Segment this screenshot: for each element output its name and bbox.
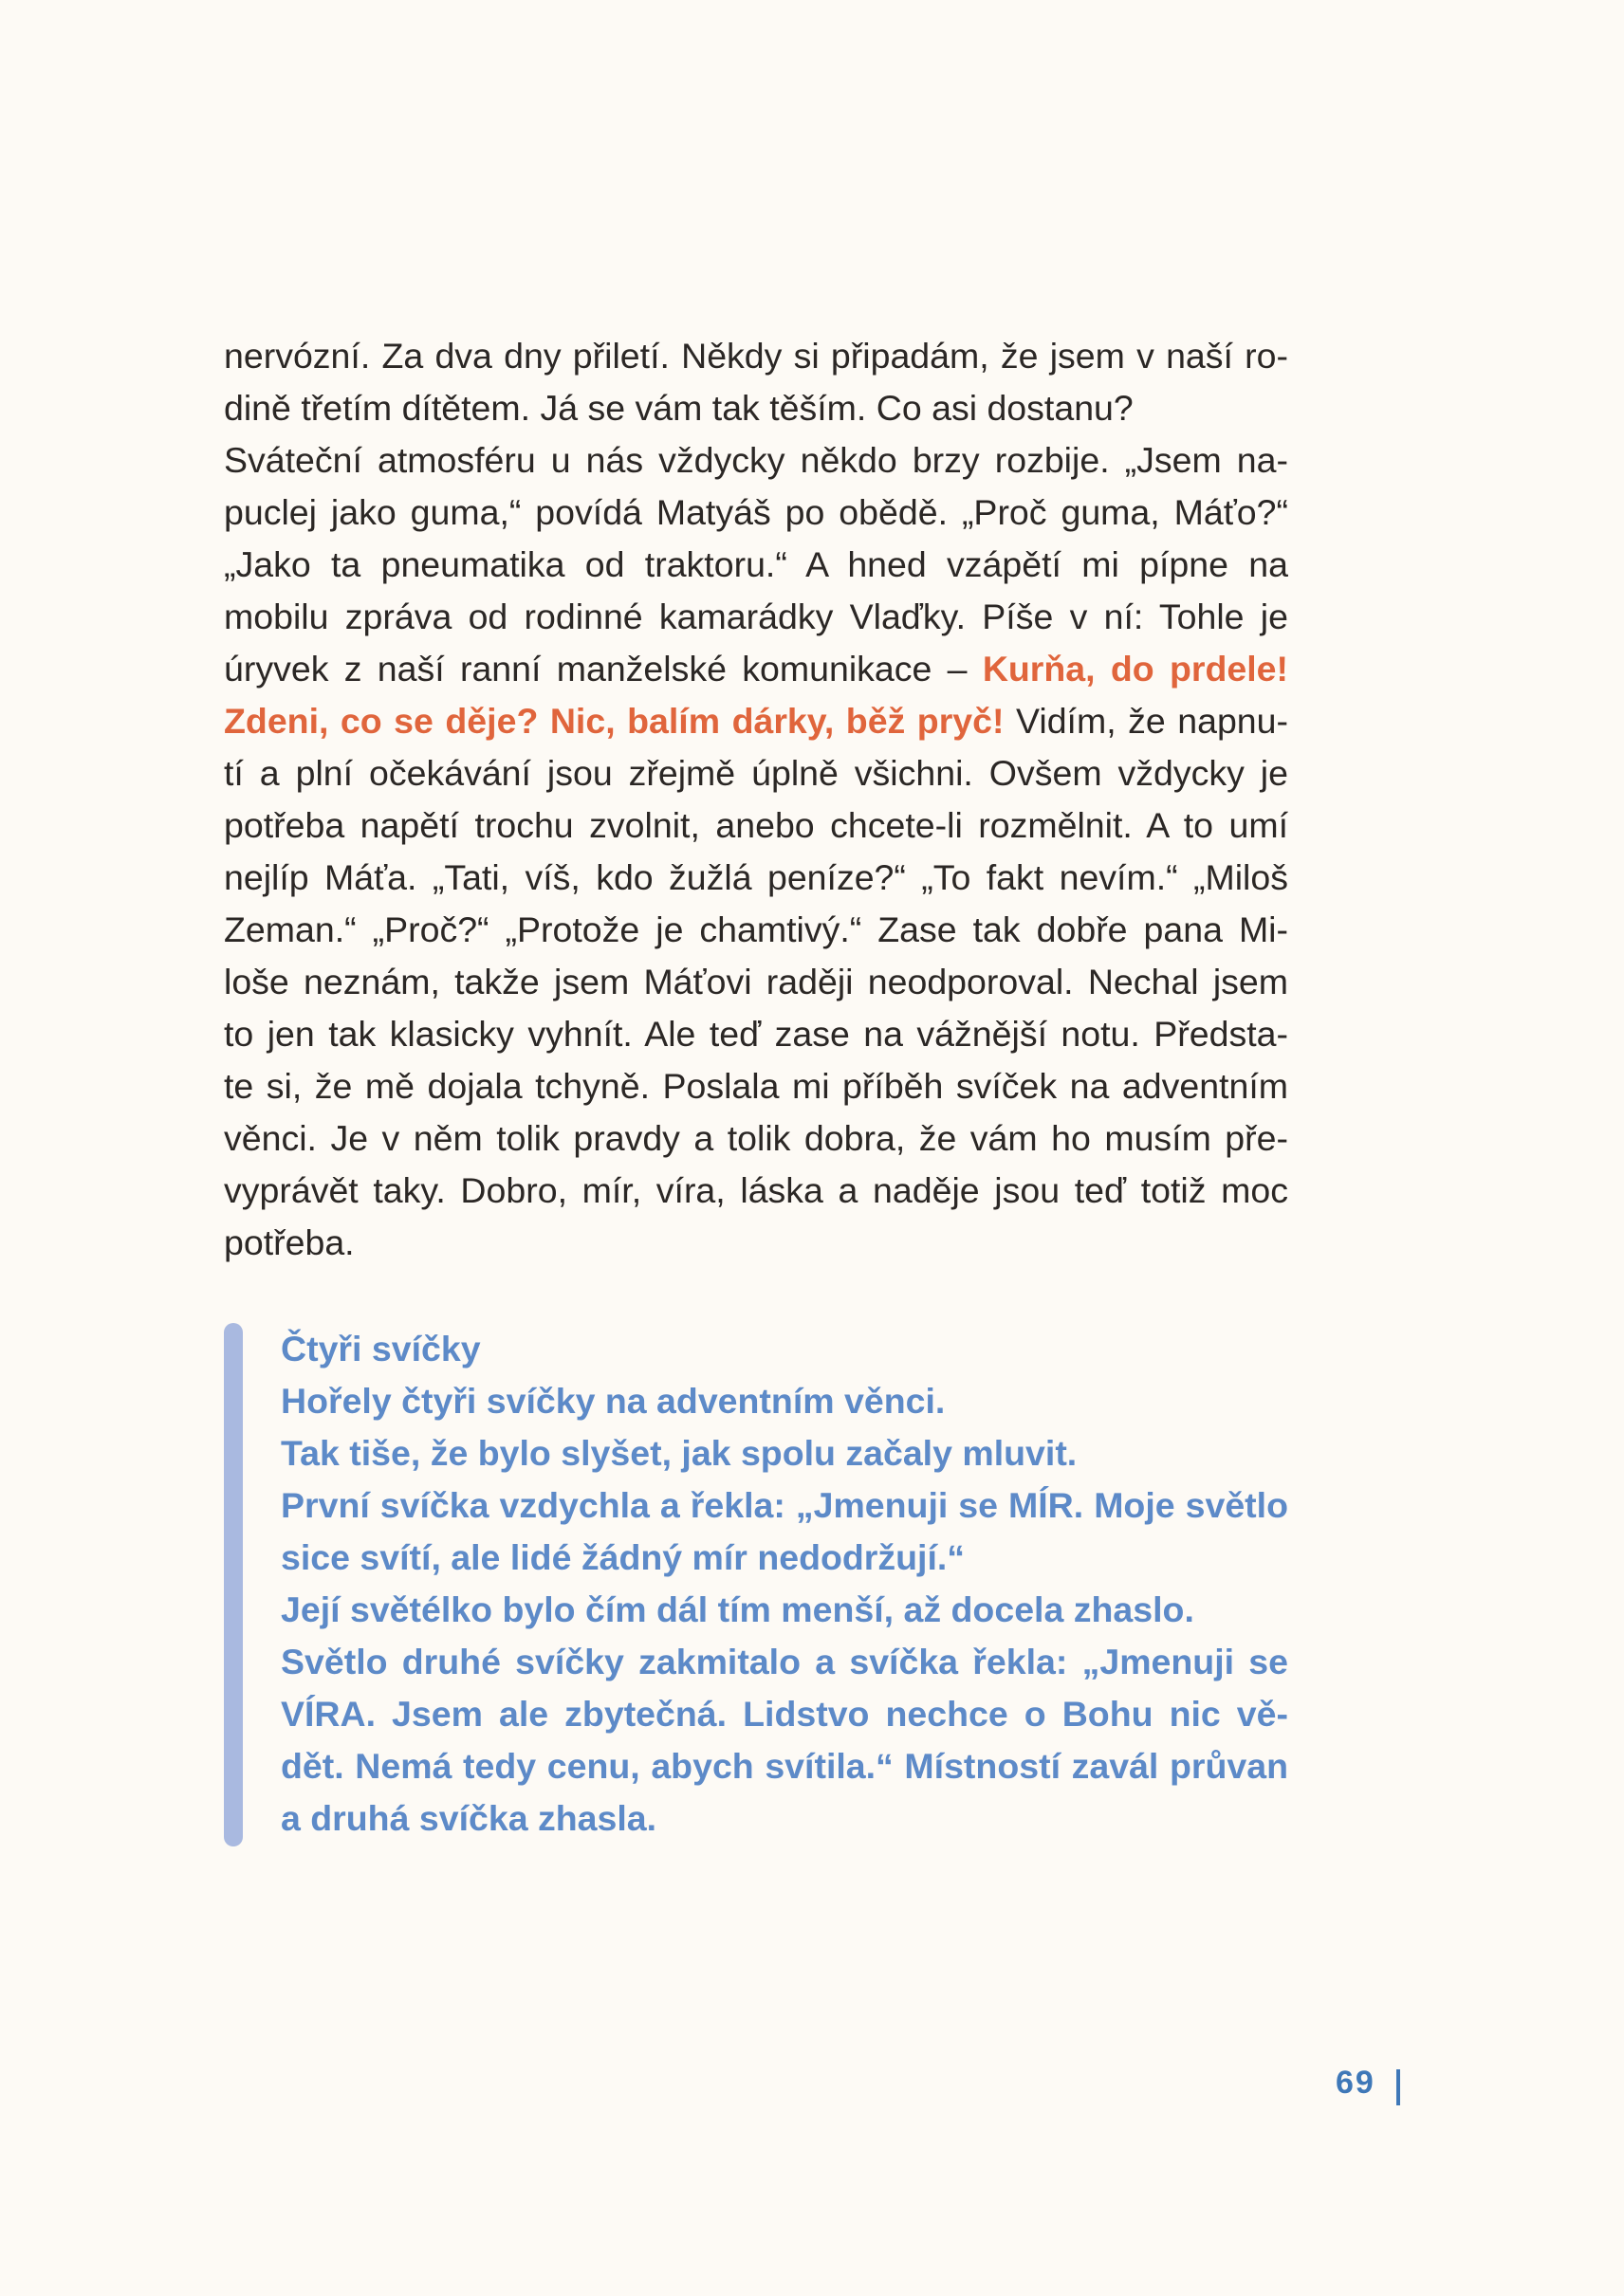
body-line: mobilu zpráva od rodinné kamarádky Vlaďky. Píše v ní: Tohle je <box>224 597 1288 636</box>
quote-line: Její světélko bylo čím dál tím menší, až docela zhaslo. <box>281 1589 1194 1629</box>
quote-title: Čtyři svíčky <box>281 1329 481 1368</box>
quote-line: VÍRA. Jsem ale zbytečná. Lidstvo nechce o Bohu nic vě- <box>281 1694 1288 1734</box>
body-line: Zeman.“ „Proč?“ „Protože je chamtivý.“ Zase tak dobře pana Mi- <box>224 909 1288 949</box>
body-line-with-highlight <box>224 695 1288 747</box>
body-line: nejlíp Máťa. „Tati, víš, kdo žužlá peníze?“ „To fakt nevím.“ „Miloš <box>224 857 1288 897</box>
body-line: věnci. Je v něm tolik pravdy a tolik dobra, že vám ho musím pře- <box>224 1118 1288 1158</box>
quote-line: Tak tiše, že bylo slyšet, jak spolu začaly mluvit. <box>281 1433 1078 1473</box>
body-line-segment: úryvek z naší ranní manželské komunikace – <box>224 649 968 689</box>
quote-block <box>224 1323 1288 1846</box>
body-line: vyprávět taky. Dobro, mír, víra, láska a naděje jsou teď totiž moc <box>224 1170 1288 1210</box>
body-line: Sváteční atmosféru u nás vždycky někdo brzy rozbije. „Jsem na- <box>224 440 1288 480</box>
page-number-divider <box>1396 2069 1400 2105</box>
body-line-segment: Vidím, že napnu- <box>1016 701 1289 741</box>
body-line: dině třetím dítětem. Já se vám tak těším. Co asi dostanu? <box>224 388 1134 428</box>
highlight-quote: Kurňa, do prdele! <box>982 649 1288 689</box>
quote-text <box>281 1323 1288 1845</box>
quote-line: Hořely čtyři svíčky na adventním věnci. <box>281 1381 946 1421</box>
body-line: loše neznám, takže jsem Máťovi raději neodporoval. Nechal jsem <box>224 962 1288 1001</box>
highlight-quote: Zdeni, co se děje? Nic, balím dárky, běž pryč! <box>224 701 1005 741</box>
body-line: nervózní. Za dva dny přiletí. Někdy si připadám, že jsem v naší ro- <box>224 336 1288 376</box>
quote-line: Světlo druhé svíčky zakmitalo a svíčka řekla: „Jmenuji se <box>281 1642 1288 1681</box>
body-text <box>224 330 1288 1269</box>
quote-line: a druhá svíčka zhasla. <box>281 1798 657 1838</box>
body-line: tí a plní očekávání jsou zřejmě úplně všichni. Ovšem vždycky je <box>224 753 1288 793</box>
body-line: „Jako ta pneumatika od traktoru.“ A hned vzápětí mi pípne na <box>224 544 1288 584</box>
quote-line: dět. Nemá tedy cenu, abych svítila.“ Místností zavál průvan <box>281 1746 1288 1786</box>
body-line: to jen tak klasicky vyhnít. Ale teď zase na vážnější notu. Předsta- <box>224 1014 1288 1054</box>
quote-line: První svíčka vzdychla a řekla: „Jmenuji se MÍR. Moje světlo <box>281 1485 1288 1525</box>
body-line: potřeba. <box>224 1222 355 1262</box>
quote-line: sice svítí, ale lidé žádný mír nedodržují.“ <box>281 1537 966 1577</box>
body-line: te si, že mě dojala tchyně. Poslala mi příběh svíček na adventním <box>224 1066 1288 1106</box>
quote-bar <box>224 1323 243 1846</box>
body-line-with-highlight <box>224 643 1288 695</box>
body-line: potřeba napětí trochu zvolnit, anebo chcete-li rozmělnit. A to umí <box>224 805 1288 845</box>
page-number: 69 <box>1336 2065 1375 2101</box>
body-line: puclej jako guma,“ povídá Matyáš po obědě. „Proč guma, Máťo?“ <box>224 492 1288 532</box>
